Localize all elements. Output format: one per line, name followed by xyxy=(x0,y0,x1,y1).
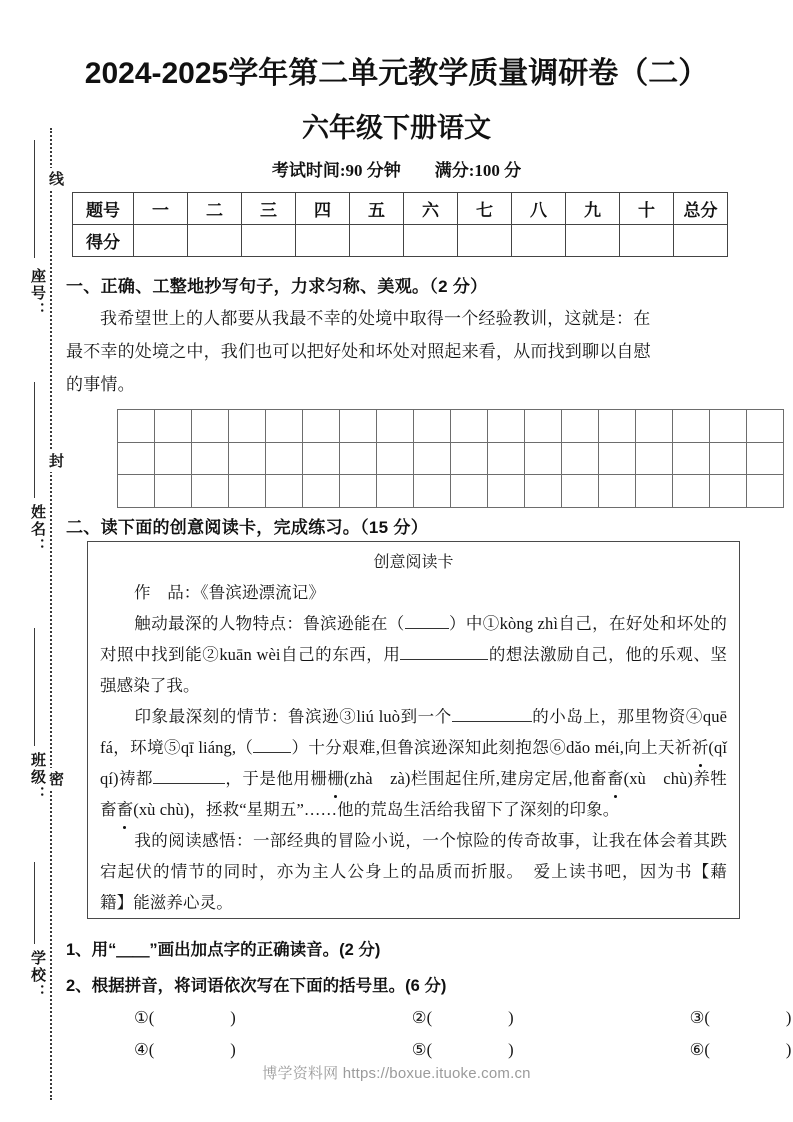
score-table-row-label-score: 得分 xyxy=(73,225,134,257)
plot-pinyin-2: quē fá xyxy=(100,707,728,757)
grid-row[interactable] xyxy=(118,475,784,508)
watermark-url: https://boxue.ituoke.com.cn xyxy=(342,1065,531,1082)
grid-cell[interactable] xyxy=(377,442,414,475)
grid-cell[interactable] xyxy=(303,475,340,508)
score-table-col-7: 七 xyxy=(458,193,512,225)
grid-cell[interactable] xyxy=(525,442,562,475)
grid-cell[interactable] xyxy=(488,410,525,443)
reading-card-work xyxy=(100,577,727,608)
grid-cell[interactable] xyxy=(377,475,414,508)
table-row-scores xyxy=(73,225,728,257)
answer-blank-row-2: ④( ) ⑤( ) ⑥( ) xyxy=(134,1040,792,1059)
grid-cell[interactable] xyxy=(155,410,192,443)
grid-cell[interactable] xyxy=(118,475,155,508)
score-cell-2[interactable] xyxy=(188,225,242,257)
plot-pinyin-4: dǎo méi xyxy=(566,738,620,757)
grid-cell[interactable] xyxy=(488,475,525,508)
plot-blank-paren-1[interactable] xyxy=(253,752,291,753)
score-cell-8[interactable] xyxy=(512,225,566,257)
watermark-site-name: 博学资料网 xyxy=(262,1065,339,1082)
insight-text-2: 着其跌宕起伏的情节的同时，亦为主人公身上的品质而折服。 爱上读书吧， xyxy=(100,831,728,881)
page-subtitle: 六年级下册语文 xyxy=(302,113,491,143)
answer-blank-2-label: ②( xyxy=(411,1008,433,1027)
grid-cell[interactable] xyxy=(636,410,673,443)
score-cell-4[interactable] xyxy=(296,225,350,257)
seal-word-secret: 密 xyxy=(42,768,62,790)
score-table-col-6: 六 xyxy=(404,193,458,225)
score-cell-3[interactable] xyxy=(242,225,296,257)
table-row-question-numbers xyxy=(73,193,728,225)
reading-card-trait xyxy=(100,608,727,701)
plot-text-11: (zhà zà)栏围起住所, xyxy=(343,769,501,788)
grid-cell[interactable] xyxy=(414,475,451,508)
grid-row[interactable] xyxy=(118,442,784,475)
sentence-line-2: 最不幸的处境之中，我们也可以把好处和坏处对照起来看，从而找到聊以自慰 xyxy=(66,342,651,361)
plot-text-9: (qǐ qí)祷都 xyxy=(100,738,744,788)
plot-text-13: (xù chù)养牲畜 xyxy=(100,769,727,819)
field-rule-name xyxy=(34,382,35,498)
grid-cell[interactable] xyxy=(673,410,710,443)
plot-text-12: 建房定居,他畜 xyxy=(500,769,607,788)
grid-cell[interactable] xyxy=(673,475,710,508)
plot-text-1: 鲁滨逊③ xyxy=(288,707,357,726)
answer-blank-4-label: ④( xyxy=(134,1040,155,1059)
emphasis-char-xu-2: 畜 xyxy=(117,794,134,825)
sentence-line-1: 我希望世上的人都要从我最不幸的处境中取得一个经验教训，这就是：在 xyxy=(100,309,651,328)
score-table-col-9: 九 xyxy=(566,193,620,225)
score-cell-9[interactable] xyxy=(566,225,620,257)
grid-cell[interactable] xyxy=(118,442,155,475)
trait-label: 触动最深的人物特点： xyxy=(134,614,304,633)
grid-cell[interactable] xyxy=(747,410,784,443)
seal-word-seal: 封 xyxy=(42,450,62,472)
answer-blank-3-label: ③( xyxy=(689,1008,710,1027)
creative-reading-card xyxy=(87,541,744,919)
trait-text-1: 鲁滨逊能在（ xyxy=(303,614,405,633)
score-cell-total[interactable] xyxy=(674,225,728,257)
trait-blank-1[interactable] xyxy=(400,659,488,660)
field-label-school: 学校： xyxy=(29,950,45,1001)
score-table-col-4: 四 xyxy=(296,193,350,225)
reading-card-plot xyxy=(100,701,744,825)
trait-pinyin-1: kòng zhì xyxy=(499,614,559,633)
grid-cell[interactable] xyxy=(229,442,266,475)
grid-cell[interactable] xyxy=(340,442,377,475)
plot-text-4: 物资④ xyxy=(651,707,703,726)
grid-cell[interactable] xyxy=(377,410,414,443)
plot-text-5: ，环境⑤ xyxy=(113,738,181,757)
grid-cell[interactable] xyxy=(525,475,562,508)
plot-text-8: ,向上天祈 xyxy=(619,738,692,757)
score-cell-1[interactable] xyxy=(134,225,188,257)
exam-meta xyxy=(0,156,793,181)
exam-total-score: 满分:100 分 xyxy=(434,161,522,180)
grid-cell[interactable] xyxy=(303,410,340,443)
plot-text-6: ,（ xyxy=(231,738,254,757)
score-table-col-total: 总分 xyxy=(674,193,728,225)
trait-text-4: 坏处的对照中找到能② xyxy=(100,614,728,664)
grid-cell[interactable] xyxy=(192,475,229,508)
handwriting-grid[interactable] xyxy=(117,409,784,508)
grid-cell[interactable] xyxy=(266,442,303,475)
grid-cell[interactable] xyxy=(451,410,488,443)
grid-row[interactable] xyxy=(118,410,784,443)
emphasis-char-qi: 祈 xyxy=(692,732,709,763)
plot-text-3: 的小岛上，那里 xyxy=(531,707,652,726)
exam-duration: 考试时间:90 分钟 xyxy=(271,161,401,180)
trait-pinyin-2: kuān wèi xyxy=(219,645,281,664)
answer-blank-6-label: ⑥( xyxy=(689,1040,710,1059)
score-table-col-3: 三 xyxy=(242,193,296,225)
plot-blank-2[interactable] xyxy=(153,783,225,784)
sub-question-1: 1、用“＿＿”画出加点字的正确读音。(2 分) xyxy=(66,941,381,959)
score-table-col-2: 二 xyxy=(188,193,242,225)
trait-text-5: 自己的东西，用 xyxy=(280,645,401,664)
score-table-col-1: 一 xyxy=(134,193,188,225)
grid-cell[interactable] xyxy=(562,442,599,475)
grid-cell[interactable] xyxy=(266,410,303,443)
field-label-name: 姓名： xyxy=(29,504,45,555)
grid-cell[interactable] xyxy=(747,475,784,508)
grid-cell[interactable] xyxy=(192,410,229,443)
grid-cell[interactable] xyxy=(340,410,377,443)
sub-question-2: 2、根据拼音，将词语依次写在下面的括号里。(6 分) xyxy=(66,977,447,995)
score-table-col-5: 五 xyxy=(350,193,404,225)
emphasis-char-xu-1: 畜 xyxy=(607,763,624,794)
reading-card-insight xyxy=(100,825,744,918)
grid-cell[interactable] xyxy=(673,442,710,475)
grid-cell[interactable] xyxy=(229,410,266,443)
score-table xyxy=(72,192,728,257)
plot-text-15: 给我留下了深刻的印象。 xyxy=(436,800,620,819)
score-cell-10[interactable] xyxy=(620,225,674,257)
grid-cell[interactable] xyxy=(636,475,673,508)
plot-label: 印象最深刻的情节： xyxy=(134,707,289,726)
grid-cell[interactable] xyxy=(710,442,747,475)
answer-blank-5-label: ⑤( xyxy=(411,1040,433,1059)
section-two-heading: 二、读下面的创意阅读卡，完成练习。（15 分） xyxy=(66,518,429,537)
insight-text-1: 一部经典的冒险小说，一个惊险的传奇故事，让我在体会 xyxy=(252,831,677,850)
score-cell-6[interactable] xyxy=(404,225,458,257)
answer-blank-row-1: ①( ) ②( ) ③( ) xyxy=(134,1008,792,1027)
grid-cell[interactable] xyxy=(266,475,303,508)
plot-text-7: ）十分艰难,但鲁滨逊深知此刻抱怨⑥ xyxy=(291,738,567,757)
sentence-line-3: 的事情。 xyxy=(66,375,135,394)
work-label: 作 品：《鲁滨逊漂流记》 xyxy=(134,583,325,602)
plot-text-14: (xù chù)，拯救“星期五”……他的荒岛生活 xyxy=(133,800,437,819)
grid-cell[interactable] xyxy=(451,475,488,508)
plot-pinyin-1: liú luò xyxy=(356,707,401,726)
section-one-sentence xyxy=(66,302,742,401)
grid-cell[interactable] xyxy=(562,410,599,443)
grid-cell[interactable] xyxy=(192,442,229,475)
score-cell-7[interactable] xyxy=(458,225,512,257)
watermark xyxy=(0,1062,793,1083)
seal-word-line: 线 xyxy=(42,168,62,190)
plot-text-2: 到一个 xyxy=(400,707,452,726)
field-rule-class xyxy=(34,628,35,746)
plot-pinyin-3: qī liáng xyxy=(180,738,232,757)
grid-cell[interactable] xyxy=(525,410,562,443)
field-rule-school xyxy=(34,862,35,944)
grid-cell[interactable] xyxy=(303,442,340,475)
grid-cell[interactable] xyxy=(414,410,451,443)
field-label-seat-number: 座号： xyxy=(29,268,45,319)
trait-text-7: 他的乐观、坚强感染了我。 xyxy=(100,645,728,695)
grid-cell[interactable] xyxy=(155,475,192,508)
grid-cell[interactable] xyxy=(118,410,155,443)
grid-cell[interactable] xyxy=(747,442,784,475)
grid-cell[interactable] xyxy=(599,475,636,508)
grid-cell[interactable] xyxy=(340,475,377,508)
grid-cell[interactable] xyxy=(414,442,451,475)
grid-cell[interactable] xyxy=(599,442,636,475)
trait-text-2: ）中① xyxy=(448,614,500,633)
field-label-class: 班级： xyxy=(29,752,45,803)
score-table-row-label-question: 题号 xyxy=(73,193,134,225)
grid-cell[interactable] xyxy=(451,442,488,475)
seal-dotted-line xyxy=(50,128,52,1100)
grid-cell[interactable] xyxy=(229,475,266,508)
score-cell-5[interactable] xyxy=(350,225,404,257)
reading-card-title: 创意阅读卡 xyxy=(373,554,454,571)
trait-blank-paren-1[interactable] xyxy=(405,628,449,629)
grid-cell[interactable] xyxy=(488,442,525,475)
grid-cell[interactable] xyxy=(710,410,747,443)
trait-text-6: 的想法激励自己， xyxy=(488,645,626,664)
score-table-col-10: 十 xyxy=(620,193,674,225)
page-title: 2024-2025学年第二单元教学质量调研卷（二） xyxy=(84,57,709,90)
score-table-col-8: 八 xyxy=(512,193,566,225)
plot-blank-1[interactable] xyxy=(452,721,532,722)
section-one-heading: 一、正确、工整地抄写句子，力求匀称、美观。（2 分） xyxy=(66,277,488,296)
emphasis-char-zha: 栅 xyxy=(327,763,344,794)
grid-cell[interactable] xyxy=(155,442,192,475)
grid-cell[interactable] xyxy=(710,475,747,508)
insight-label: 我的阅读感悟： xyxy=(134,831,253,850)
grid-cell[interactable] xyxy=(636,442,673,475)
grid-cell[interactable] xyxy=(599,410,636,443)
answer-blank-1-label: ①( xyxy=(134,1008,155,1027)
plot-text-10: ，于是他用栅 xyxy=(225,769,328,788)
insight-text-3: 因为书【藉 籍】能滋养心灵。 xyxy=(100,862,744,912)
trait-text-3: 自己，在好处和 xyxy=(558,614,677,633)
grid-cell[interactable] xyxy=(562,475,599,508)
